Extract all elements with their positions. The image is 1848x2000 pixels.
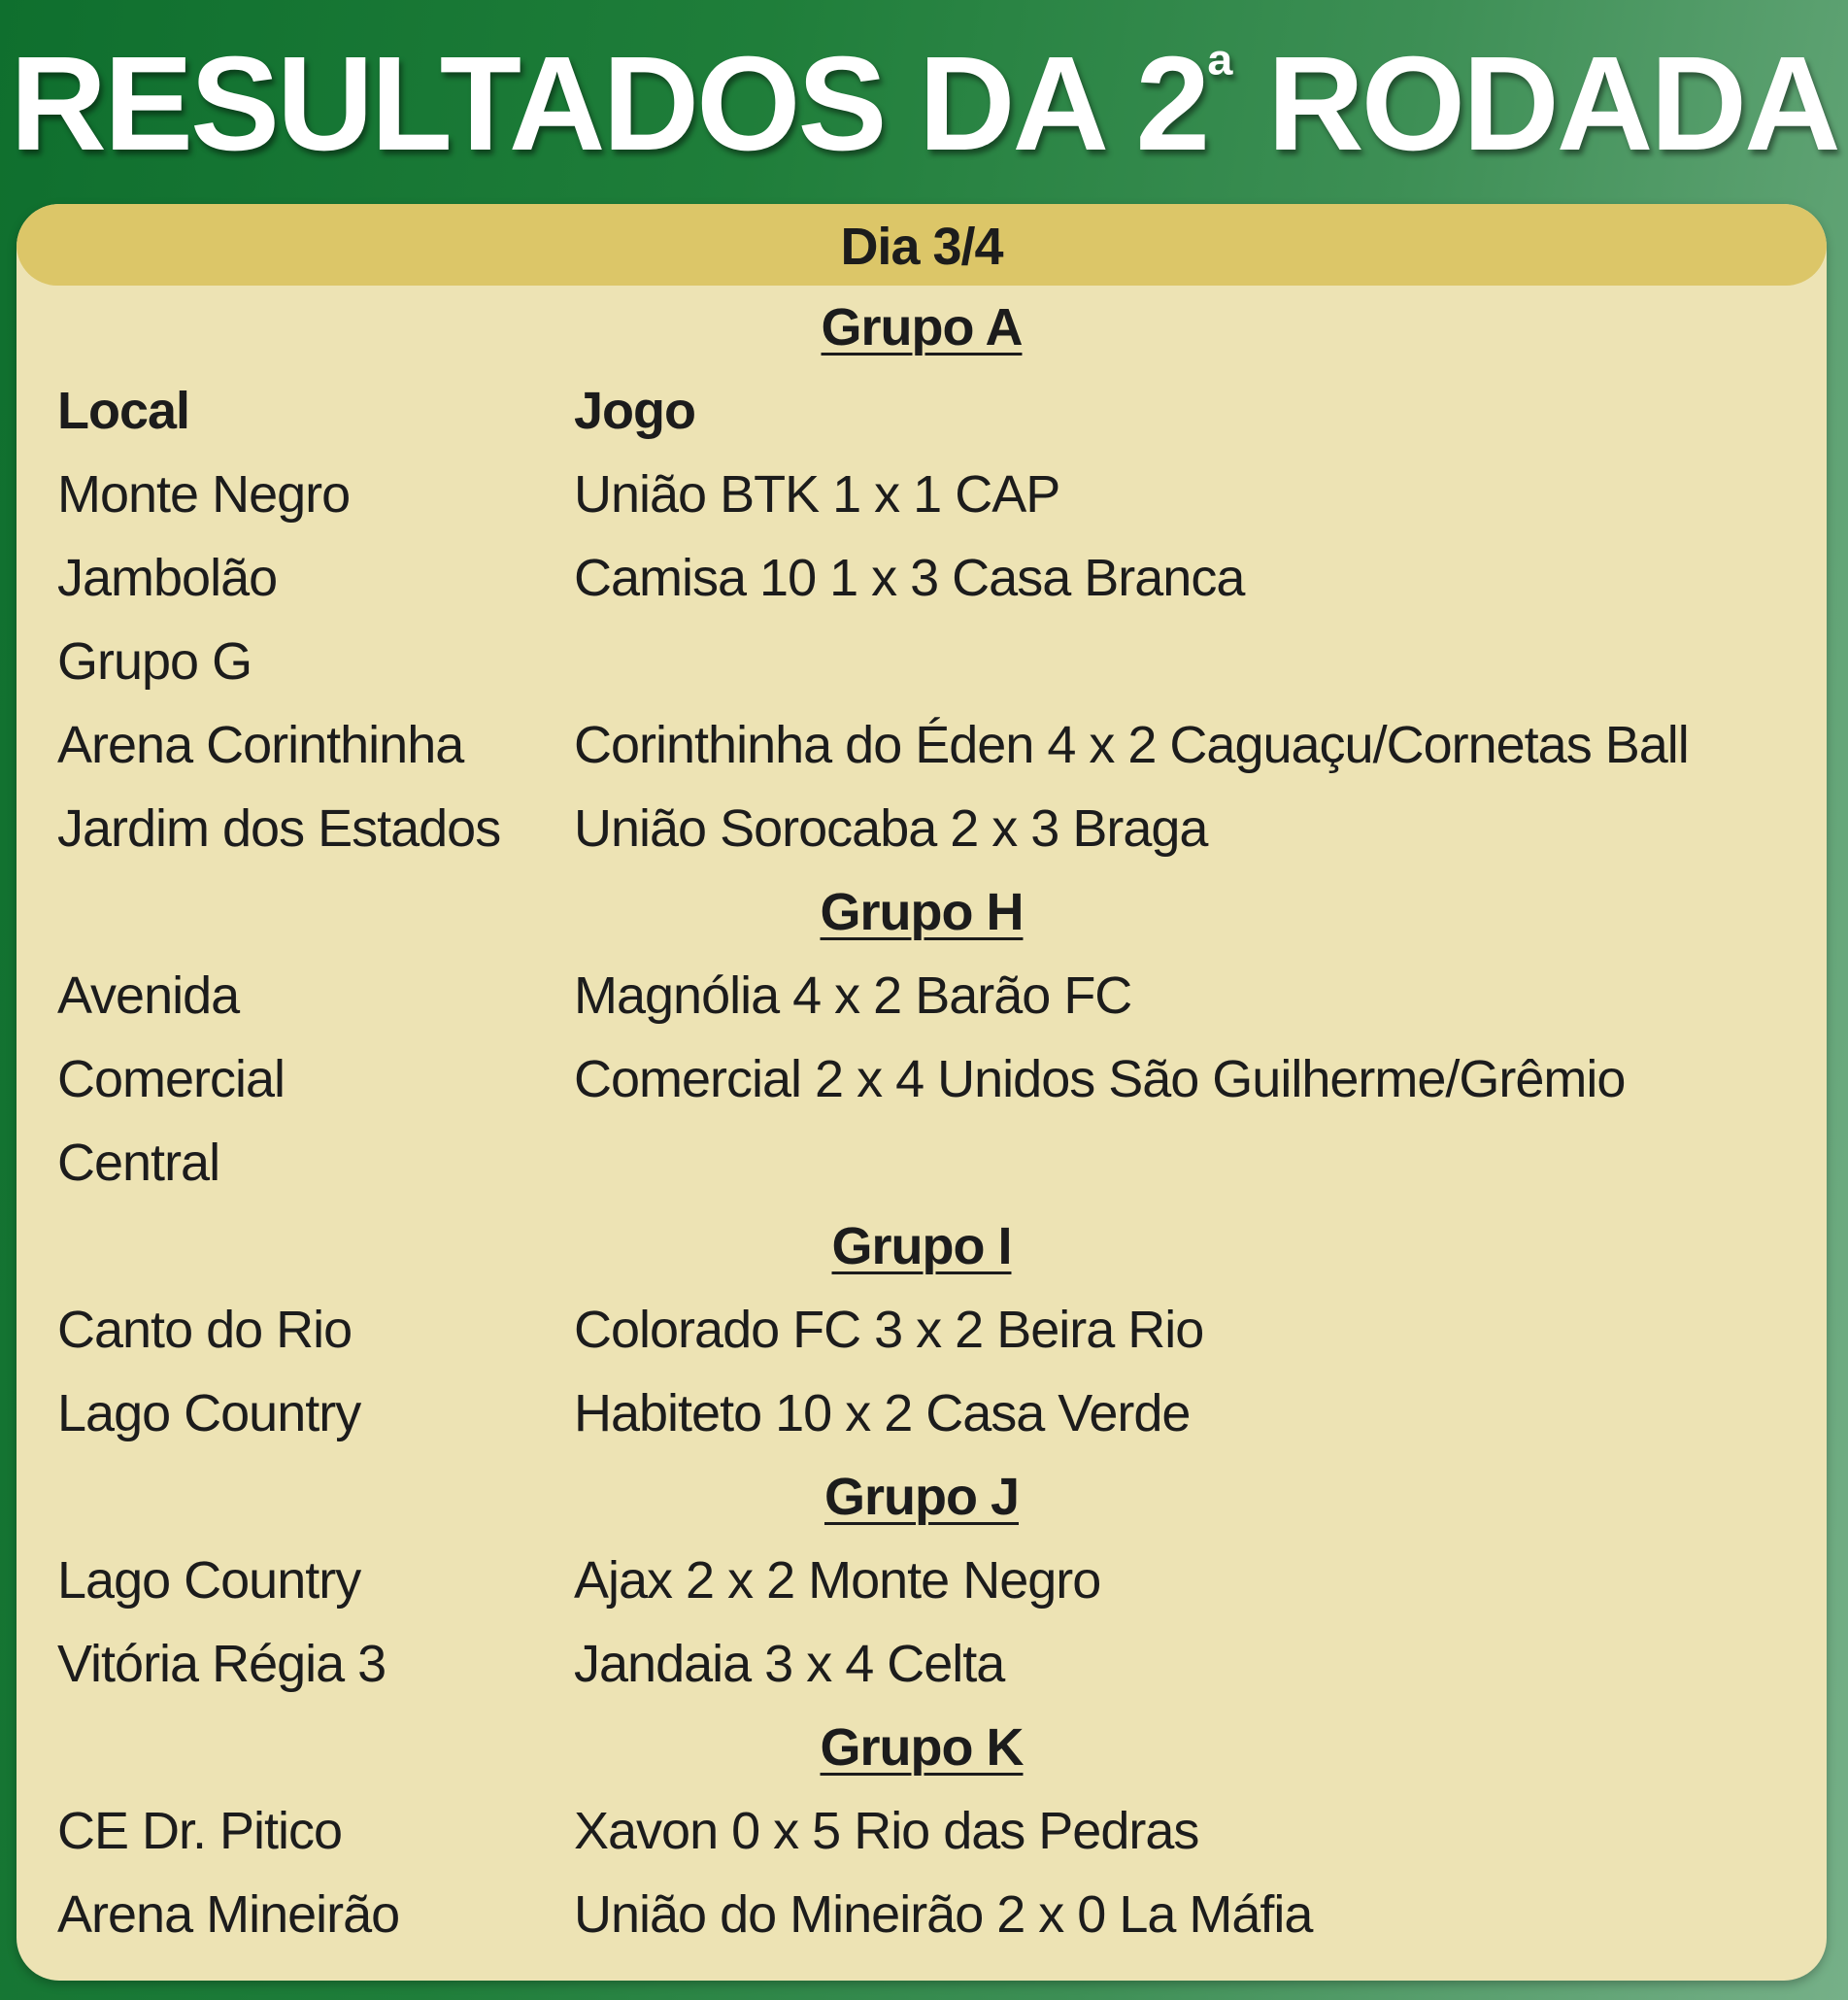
results-content xyxy=(17,286,1827,1956)
row-local: Jambolão xyxy=(57,549,278,607)
results-panel xyxy=(17,204,1827,1981)
group-i-title: Grupo I xyxy=(831,1217,1012,1275)
title-suffix: RODADA xyxy=(1232,29,1838,179)
row-jogo: Corinthinha do Éden 4 x 2 Caguaçu/Cornetas Ball xyxy=(574,716,1689,774)
table-row xyxy=(17,1622,1827,1706)
table-row xyxy=(17,1037,1827,1121)
table-row xyxy=(17,1121,1827,1204)
group-a-title: Grupo A xyxy=(821,298,1023,356)
row-jogo: Magnólia 4 x 2 Barão FC xyxy=(574,966,1132,1025)
row-jogo: União Sorocaba 2 x 3 Braga xyxy=(574,799,1208,858)
group-j-title: Grupo J xyxy=(823,1468,1019,1526)
row-jogo: Colorado FC 3 x 2 Beira Rio xyxy=(574,1301,1204,1359)
group-h-title: Grupo H xyxy=(820,883,1024,941)
table-row xyxy=(17,1789,1827,1873)
table-row xyxy=(17,453,1827,536)
row-local: Vitória Régia 3 xyxy=(57,1635,386,1693)
table-row xyxy=(17,1873,1827,1956)
column-headers xyxy=(17,369,1827,453)
row-local: Lago Country xyxy=(57,1384,361,1442)
header-local: Local xyxy=(57,382,190,440)
row-local: Arena Mineirão xyxy=(57,1885,400,1944)
row-local: Jardim dos Estados xyxy=(57,799,501,858)
row-local: Arena Corinthinha xyxy=(57,716,464,774)
row-local: Monte Negro xyxy=(57,465,351,524)
row-local: Canto do Rio xyxy=(57,1301,353,1359)
table-row xyxy=(17,536,1827,620)
table-row xyxy=(17,703,1827,787)
row-local: Avenida xyxy=(57,966,240,1025)
row-jogo: Ajax 2 x 2 Monte Negro xyxy=(574,1551,1101,1610)
row-jogo xyxy=(574,1121,1827,1204)
table-row xyxy=(17,954,1827,1037)
row-jogo: Habiteto 10 x 2 Casa Verde xyxy=(574,1384,1191,1442)
table-row xyxy=(17,1288,1827,1372)
title-main: RESULTADOS DA 2 xyxy=(10,29,1208,179)
row-jogo: Camisa 10 1 x 3 Casa Branca xyxy=(574,549,1245,607)
group-g-title: Grupo G xyxy=(57,632,252,691)
row-jogo: Jandaia 3 x 4 Celta xyxy=(574,1635,1005,1693)
row-local: CE Dr. Pitico xyxy=(57,1802,343,1860)
row-jogo: União BTK 1 x 1 CAP xyxy=(574,465,1060,524)
table-row xyxy=(17,1539,1827,1622)
group-g-row xyxy=(17,620,1827,703)
table-row xyxy=(17,787,1827,870)
row-jogo: Xavon 0 x 5 Rio das Pedras xyxy=(574,1802,1199,1860)
day-header: Dia 3/4 xyxy=(17,204,1827,286)
title-ordinal: ª xyxy=(1207,37,1233,116)
table-row xyxy=(17,1372,1827,1455)
page-title xyxy=(0,21,1848,186)
row-jogo: Comercial 2 x 4 Unidos São Guilherme/Grêmio xyxy=(574,1050,1626,1108)
row-local: Central xyxy=(57,1134,220,1192)
group-k-title: Grupo K xyxy=(820,1718,1024,1777)
row-local: Comercial xyxy=(57,1050,286,1108)
header-jogo: Jogo xyxy=(574,382,695,440)
row-local: Lago Country xyxy=(57,1551,361,1610)
row-jogo: União do Mineirão 2 x 0 La Máfia xyxy=(574,1885,1313,1944)
